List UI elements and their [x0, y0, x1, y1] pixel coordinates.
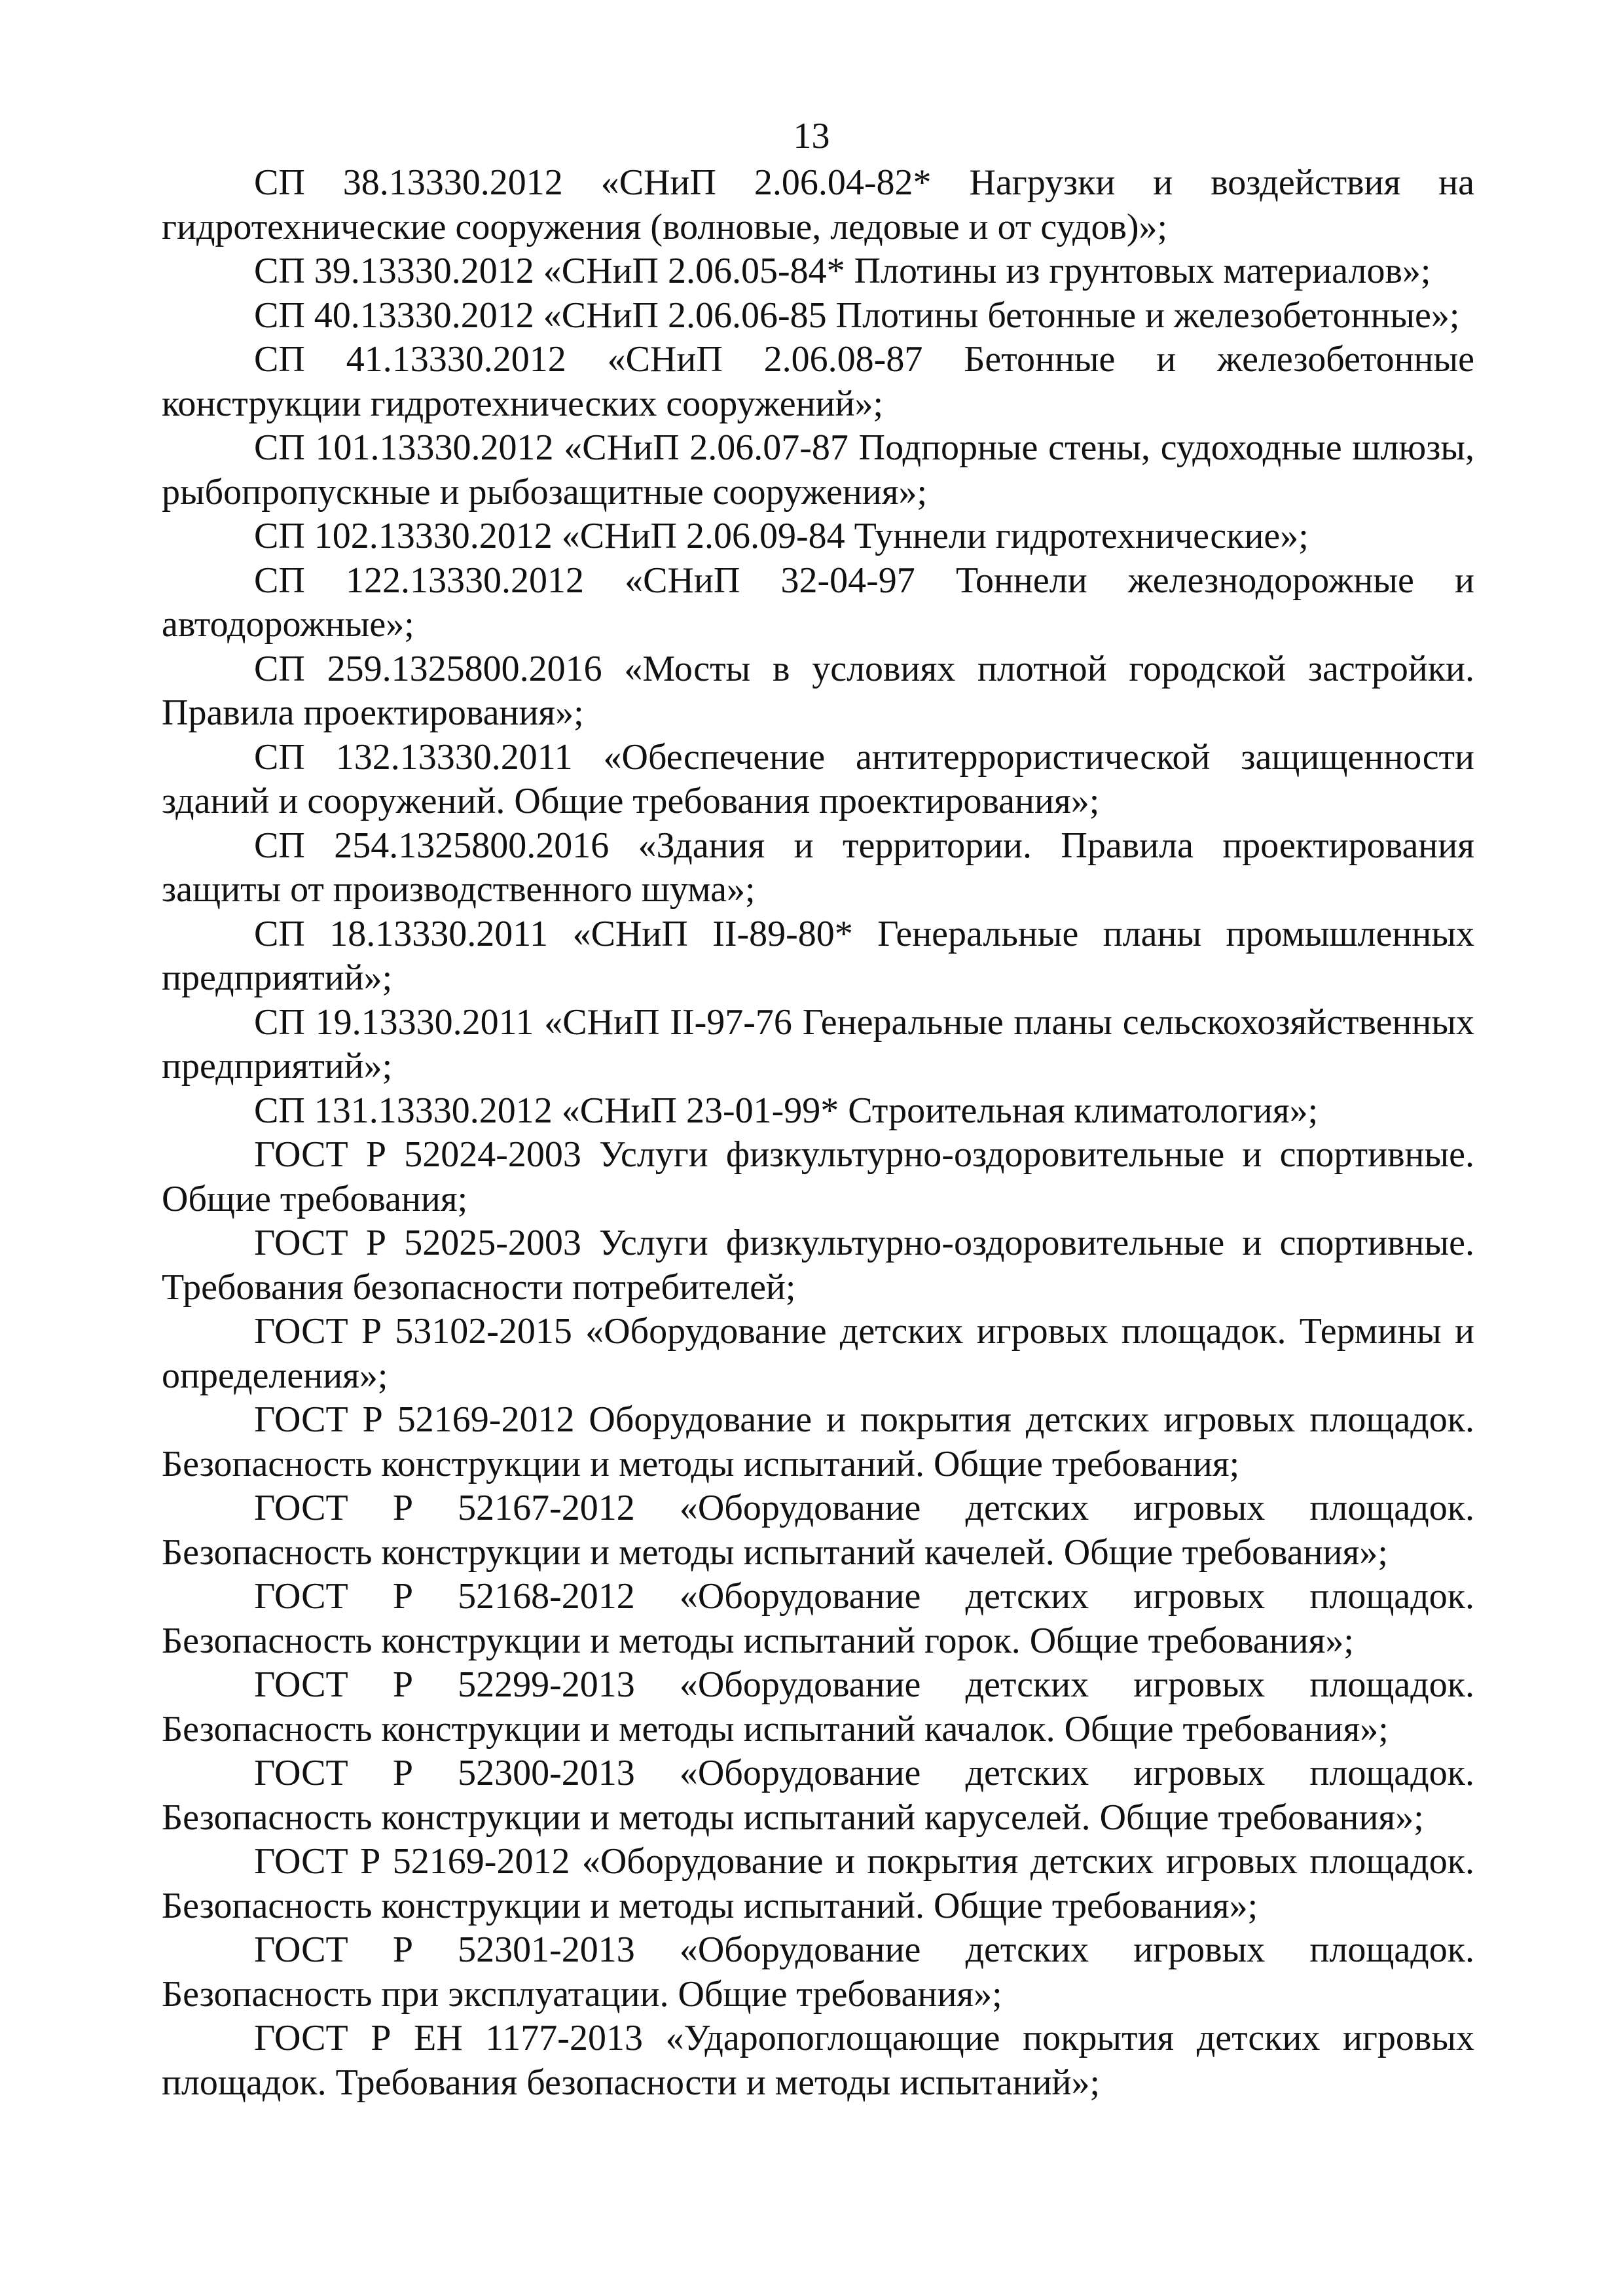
paragraph-sp-132: СП 132.13330.2011 «Обеспечение антитеррористической защищенности зданий и сооружений. Общие требования проектирования»;	[162, 736, 1474, 821]
paragraph-sp-39: СП 39.13330.2012 «СНиП 2.06.05-84* Плотины из грунтовых материалов»;	[254, 251, 1431, 291]
paragraph-gost-52301: ГОСТ Р 52301-2013 «Оборудование детских игровых площадок. Безопасность при эксплуатации. Общие требования»;	[162, 1929, 1474, 2015]
paragraph-sp-38: СП 38.13330.2012 «СНиП 2.06.04-82* Нагрузки и воздействия на гидротехнические сооружения (волновые, ледовые и от судов)»;	[162, 162, 1474, 247]
paragraph-sp-102: СП 102.13330.2012 «СНиП 2.06.09-84 Туннели гидротехнические»;	[254, 516, 1309, 556]
paragraph-gost-52300: ГОСТ Р 52300-2013 «Оборудование детских игровых площадок. Безопасность конструкции и методы испытаний каруселей. Общие требования»;	[162, 1753, 1474, 1838]
paragraph-gost-52169-a: ГОСТ Р 52169-2012 Оборудование и покрытия детских игровых площадок. Безопасность конструкции и методы испытаний. Общие требования;	[162, 1399, 1474, 1484]
paragraph-gost-52168: ГОСТ Р 52168-2012 «Оборудование детских игровых площадок. Безопасность конструкции и методы испытаний горок. Общие требования»;	[162, 1576, 1474, 1661]
paragraph-sp-122: СП 122.13330.2012 «СНиП 32-04-97 Тоннели железнодорожные и автодорожные»;	[162, 560, 1474, 645]
paragraph-sp-101: СП 101.13330.2012 «СНиП 2.06.07-87 Подпорные стены, судоходные шлюзы, рыбопропускные и рыбозащитные сооружения»;	[162, 427, 1474, 512]
paragraph-gost-53102: ГОСТ Р 53102-2015 «Оборудование детских игровых площадок. Термины и определения»;	[162, 1311, 1474, 1396]
paragraph-gost-52299: ГОСТ Р 52299-2013 «Оборудование детских игровых площадок. Безопасность конструкции и методы испытаний качалок. Общие требования»;	[162, 1664, 1474, 1749]
paragraph-gost-52167: ГОСТ Р 52167-2012 «Оборудование детских игровых площадок. Безопасность конструкции и методы испытаний качелей. Общие требования»;	[162, 1488, 1474, 1573]
document-body	[162, 161, 1474, 2105]
paragraph-sp-19: СП 19.13330.2011 «СНиП II-97-76 Генеральные планы сельскохозяйственных предприятий»;	[162, 1001, 1474, 1086]
paragraph-gost-52025: ГОСТ Р 52025-2003 Услуги физкультурно-оздоровительные и спортивные. Требования безопасности потребителей;	[162, 1223, 1474, 1308]
paragraph-gost-52024: ГОСТ Р 52024-2003 Услуги физкультурно-оздоровительные и спортивные. Общие требования;	[162, 1134, 1474, 1219]
paragraph-gost-52169-b: ГОСТ Р 52169-2012 «Оборудование и покрытия детских игровых площадок. Безопасность конструкции и методы испытаний. Общие требования»;	[162, 1841, 1474, 1926]
paragraph-sp-41: СП 41.13330.2012 «СНиП 2.06.08-87 Бетонные и железобетонные конструкции гидротехнических сооружений»;	[162, 339, 1474, 424]
paragraph-sp-259: СП 259.1325800.2016 «Мосты в условиях плотной городской застройки. Правила проектирования»;	[162, 648, 1474, 733]
paragraph-sp-131: СП 131.13330.2012 «СНиП 23-01-99* Строительная климатология»;	[254, 1090, 1319, 1131]
page-number: 13	[793, 116, 830, 156]
paragraph-sp-40: СП 40.13330.2012 «СНиП 2.06.06-85 Плотины бетонные и железобетонные»;	[254, 295, 1460, 336]
paragraph-gost-en-1177: ГОСТ Р ЕН 1177-2013 «Ударопоглощающие покрытия детских игровых площадок. Требования безопасности и методы испытаний»;	[162, 2018, 1474, 2103]
paragraph-sp-18: СП 18.13330.2011 «СНиП II-89-80* Генеральные планы промышленных предприятий»;	[162, 913, 1474, 998]
paragraph-sp-254: СП 254.1325800.2016 «Здания и территории. Правила проектирования защиты от производственного шума»;	[162, 825, 1474, 910]
